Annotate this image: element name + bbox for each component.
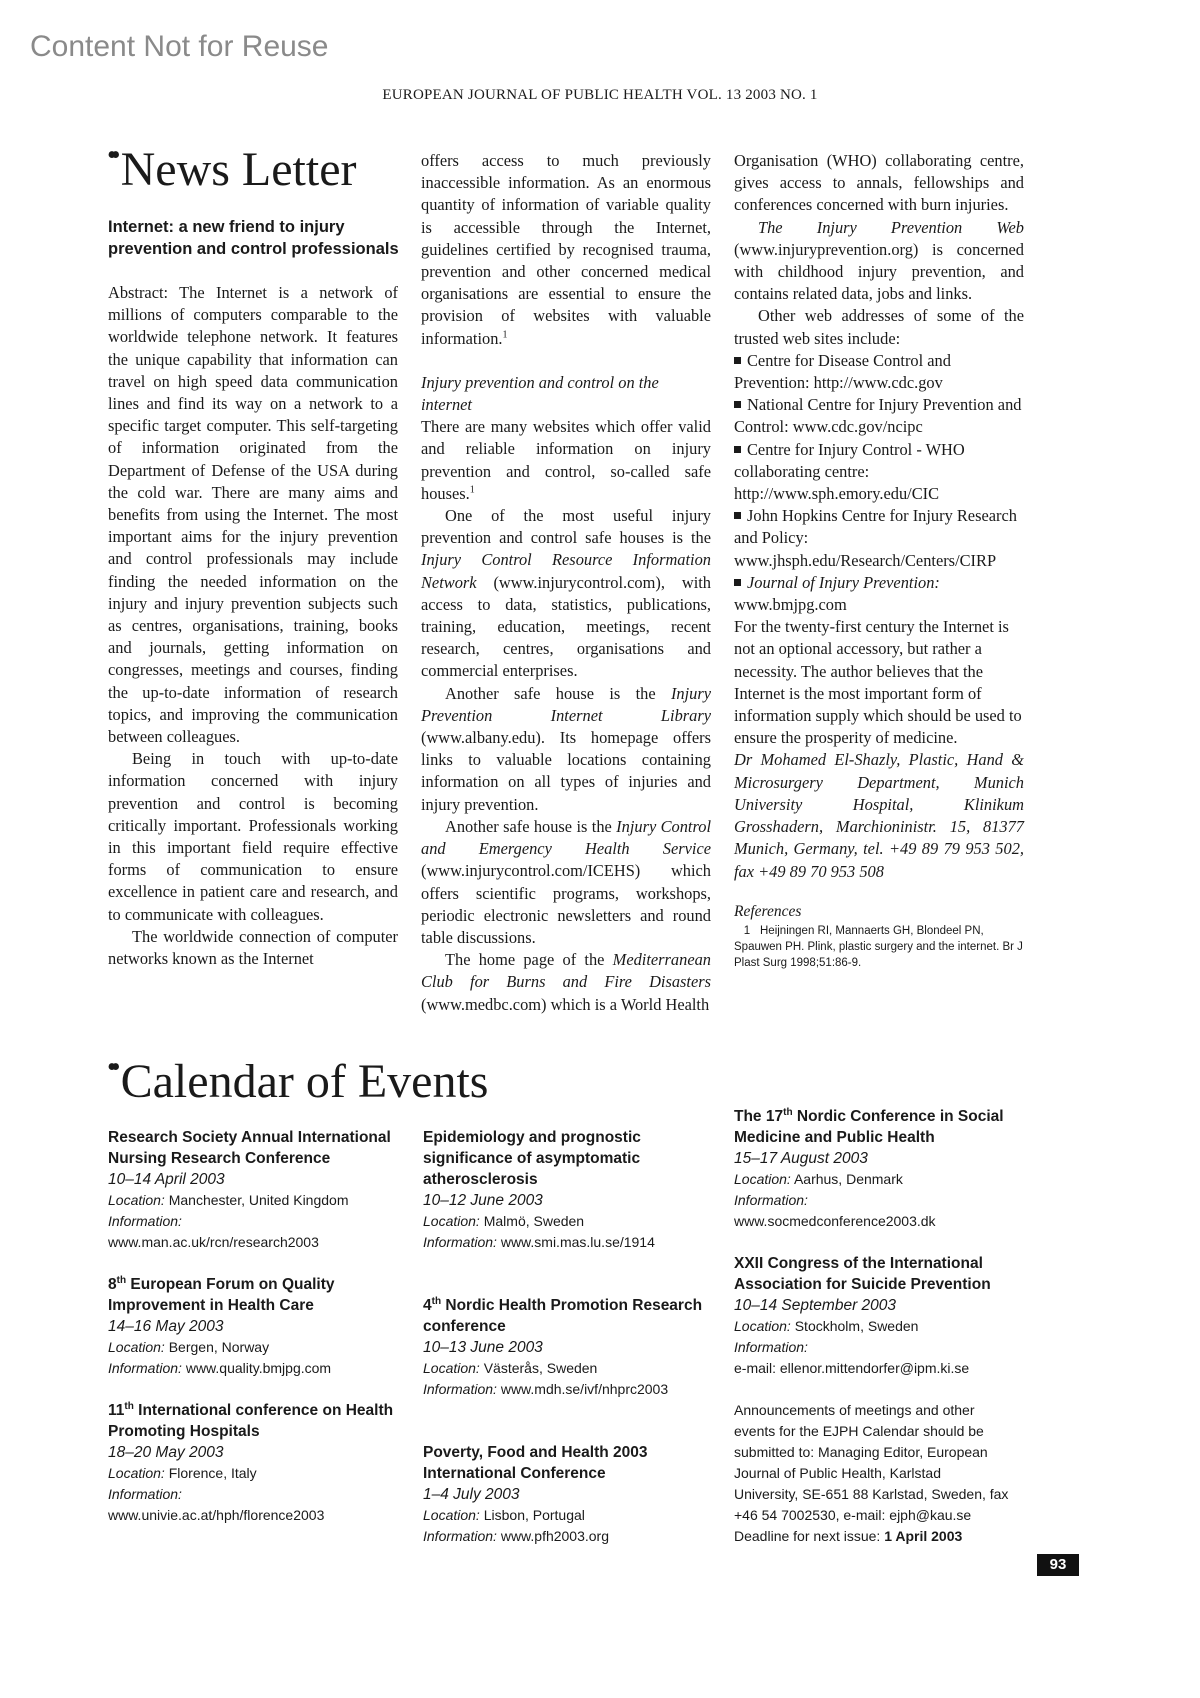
event-date: 14–16 May 2003 — [108, 1318, 224, 1335]
event-date: 10–12 June 2003 — [423, 1192, 543, 1209]
event-location: Location: Västerås, Sweden — [423, 1360, 598, 1376]
event-info: www.man.ac.uk/rcn/research2003 — [108, 1234, 319, 1250]
section-subheading: Injury prevention and control on the internet — [421, 372, 659, 415]
event-entry — [108, 1400, 403, 1526]
newsletter-column-3 — [734, 150, 1024, 971]
event-info: www.univie.ac.at/hph/florence2003 — [108, 1507, 325, 1523]
body-paragraph: The home page of the Mediterranean Club for Burns and Fire Disasters (www.medbc.com) which is a World Health — [421, 950, 711, 1014]
newsletter-column-2 — [421, 150, 711, 1016]
newsletter-column-1 — [108, 282, 398, 970]
references-title: References — [734, 902, 802, 920]
calendar-announcement — [734, 1400, 1009, 1547]
event-date: 15–17 August 2003 — [734, 1150, 868, 1167]
body-paragraph: One of the most useful injury prevention and control safe houses is the Injury Control Resource Information Network (www.injurycontrol.com), with access to data, statistics, publications, training, education, meetings, recent research, centres, organisations and commercial enterprises. — [421, 506, 711, 681]
square-bullet-icon — [734, 579, 741, 586]
calendar-heading: •• Calendar of Events — [107, 1052, 489, 1108]
body-paragraph: The Injury Prevention Web (www.injuryprevention.org) is concerned with childhood injury prevention, and contains related data, jobs and links. — [734, 217, 1024, 304]
content-watermark: Content Not for Reuse — [30, 30, 329, 63]
square-bullet-icon — [734, 401, 741, 408]
event-location: Location: Florence, Italy — [108, 1465, 257, 1481]
event-info-label: Information: — [108, 1486, 182, 1502]
event-info: Information: www.quality.bmjpg.com — [108, 1360, 332, 1376]
reference-item: 1 Heijningen RI, Mannaerts GH, Blondeel PN, Spauwen PH. Plink, plastic surgery and the internet. Br J Plast Surg 1998;51:86-9. — [734, 924, 1023, 969]
event-info-label: Information: — [734, 1339, 808, 1355]
web-address-item: National Centre for Injury Prevention and Control: www.cdc.gov/ncipc — [734, 395, 1022, 437]
page-number: 93 — [1037, 1554, 1079, 1576]
web-address-item: Journal of Injury Prevention: www.bmjpg.com — [734, 572, 940, 615]
event-location: Location: Stockholm, Sweden — [734, 1318, 919, 1334]
event-info-label: Information: — [734, 1192, 808, 1208]
calendar-column-2 — [423, 1127, 713, 1547]
body-paragraph: Organisation (WHO) collaborating centre, gives access to annals, fellowships and conferences concerned with burn injuries. — [734, 151, 1024, 215]
event-location: Location: Aarhus, Denmark — [734, 1171, 903, 1187]
body-paragraph: offers access to much previously inaccessible information. As an enormous quantity of information of variable quality is accessible through the Internet, guidelines certified by recognised trauma, prevention and other concerned medical organisations are essential to ensure the provision of websites with valuable information.$^1$ — [421, 151, 711, 348]
event-title: 8th European Forum on Quality Improvement in Health Care — [108, 1274, 335, 1314]
deadline-note: Deadline for next issue: 1 April 2003 — [734, 1528, 963, 1544]
running-head: EUROPEAN JOURNAL OF PUBLIC HEALTH VOL. 13 2003 NO. 1 — [382, 87, 818, 103]
newsletter-heading: •• News Letter — [107, 140, 357, 196]
event-info: Information: www.smi.mas.lu.se/1914 — [423, 1234, 655, 1250]
event-info: www.socmedconference2003.dk — [734, 1213, 936, 1229]
newsletter-title: News Letter — [120, 143, 357, 196]
event-info: e-mail: ellenor.mittendorfer@ipm.ki.se — [734, 1360, 970, 1376]
event-entry — [423, 1127, 713, 1253]
body-paragraph: The worldwide connection of computer networks known as the Internet — [108, 926, 398, 969]
square-bullet-icon — [734, 446, 741, 453]
calendar-title: Calendar of Events — [120, 1055, 489, 1108]
event-info-label: Information: — [108, 1213, 182, 1229]
body-paragraph: Another safe house is the Injury Control and Emergency Health Service (www.injurycontrol.com/ICEHS) which offers scientific programs, workshops, periodic electronic newsletters and round table discussions. — [421, 816, 711, 947]
square-bullet-icon — [734, 512, 741, 519]
event-entry — [108, 1127, 403, 1253]
calendar-column-1 — [108, 1127, 403, 1526]
event-entry — [108, 1274, 403, 1379]
web-address-item: Centre for Injury Control - WHO collaborating centre: http://www.sph.emory.edu/CIC — [734, 439, 965, 504]
event-entry — [734, 1253, 1034, 1379]
event-location: Location: Manchester, United Kingdom — [108, 1192, 349, 1208]
event-location: Location: Malmö, Sweden — [423, 1213, 585, 1229]
article-title: Internet: a new friend to injury prevention and control professionals — [108, 218, 399, 258]
event-date: 18–20 May 2003 — [108, 1444, 224, 1461]
event-info: Information: www.pfh2003.org — [423, 1528, 610, 1544]
body-paragraph: Other web addresses of some of the trusted web sites include: — [734, 306, 1024, 348]
event-title: XXII Congress of the International Association for Suicide Prevention — [734, 1255, 991, 1293]
event-title: Epidemiology and prognostic significance of asymptomatic atherosclerosis — [423, 1129, 641, 1188]
abstract-paragraph: Abstract: The Internet is a network of millions of computers comparable to the worldwide telephone network. It features the unique capability that information can travel on high speed data communication lines and find its way on a network to a specific target computer. This self-targeting of information originated from the Department of Defense of the USA during the cold war. There are many aims and benefits from using the Internet. The most important aims for the injury prevention and control professionals may include finding the needed information on the injury and injury prevention subjects such as centres, organisations, training, books and journals, getting information on congresses, meetings and courses, finding the up-to-date information of research topics, and improving the communication between colleagues. — [108, 283, 398, 747]
body-paragraph: There are many websites which offer valid and reliable information on injury prevention and control, so-called safe houses.$^1$ — [421, 417, 711, 503]
event-entry — [423, 1442, 713, 1547]
body-paragraph: For the twenty-first century the Internet is not an optional accessory, but rather a necessity. The author believes that the Internet is the most important form of information supply which should be used to ensure the prosperity of medicine. — [734, 617, 1022, 748]
body-paragraph: Being in touch with up-to-date information concerned with injury prevention and control is becoming critically important. Professionals working in this important field require effective forms of communication to ensure excellence in patient care and research, and to communicate with colleagues. — [108, 749, 398, 924]
square-bullet-icon — [734, 357, 741, 364]
event-date: 1–4 July 2003 — [423, 1486, 520, 1503]
event-title: 4th Nordic Health Promotion Research conference — [423, 1295, 703, 1335]
announcement-text: Announcements of meetings and other events for the EJPH Calendar should be submitted to: Managing Editor, European Journal of Public Health, Karlstad University, SE-651 88 Karlstad, Sweden, fax +46 54 7002530, e-mail: ejph@kau.se — [734, 1402, 1009, 1523]
event-info: Information: www.mdh.se/ivf/nhprc2003 — [423, 1381, 669, 1397]
event-title: Poverty, Food and Health 2003 International Conference — [423, 1444, 648, 1482]
calendar-column-3 — [734, 1106, 1034, 1547]
event-title: 11th International conference on Health Promoting Hospitals — [108, 1400, 394, 1440]
web-address-item: John Hopkins Centre for Injury Research and Policy: www.jhsph.edu/Research/Centers/CIRP — [734, 506, 1017, 570]
event-entry — [734, 1106, 1034, 1232]
event-title: The 17th Nordic Conference in Social Medicine and Public Health — [734, 1106, 1004, 1146]
author-affiliation: Dr Mohamed El-Shazly, Plastic, Hand & Microsurgery Department, Munich University Hospital, Klinikum Grosshadern, Marchioninistr. 15, 81377 Munich, Germany, tel. +49 89 79 953 502, fax +49 89 70 953 508 — [734, 750, 1024, 881]
event-date: 10–14 April 2003 — [108, 1171, 225, 1188]
event-title: Research Society Annual International Nursing Research Conference — [108, 1129, 391, 1167]
web-address-item: Centre for Disease Control and Prevention: http://www.cdc.gov — [734, 350, 951, 393]
event-location: Location: Lisbon, Portugal — [423, 1507, 585, 1523]
references — [734, 901, 1024, 971]
event-date: 10–14 September 2003 — [734, 1297, 897, 1314]
event-date: 10–13 June 2003 — [423, 1339, 543, 1356]
body-paragraph: Another safe house is the Injury Prevention Internet Library (www.albany.edu). Its homepage offers links to valuable locations containing information on all types of injuries and injury prevention. — [421, 683, 711, 814]
event-location: Location: Bergen, Norway — [108, 1339, 270, 1355]
event-entry — [423, 1295, 713, 1400]
